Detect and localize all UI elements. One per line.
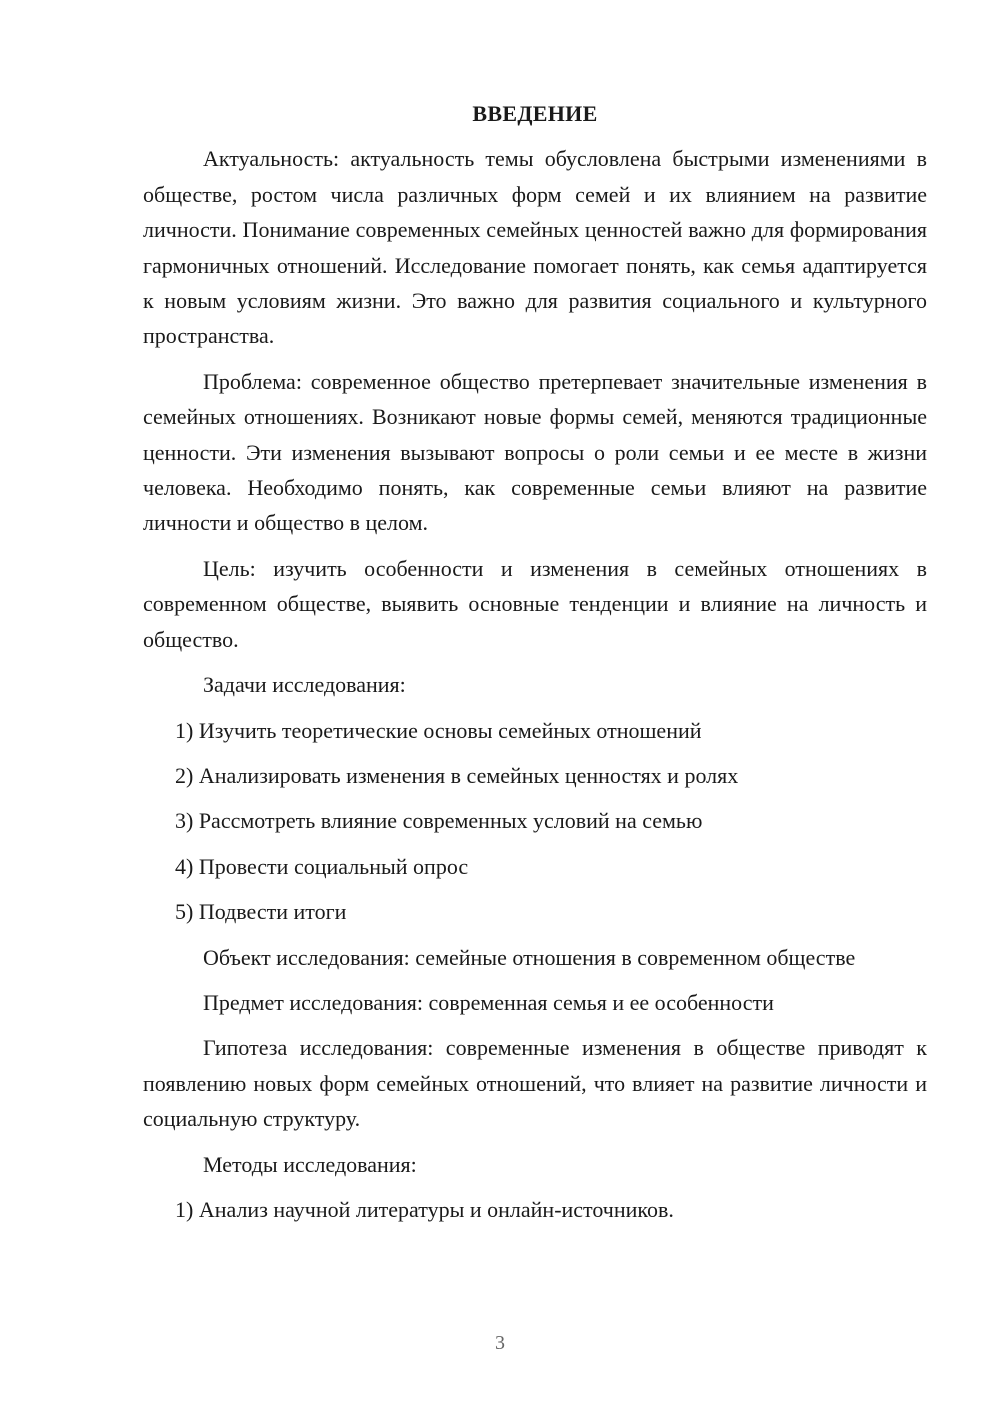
object-paragraph: Объект исследования: семейные отношения в современном обществе — [203, 944, 856, 970]
goal-paragraph: Цель: изучить особенности и изменения в семейных отношениях в современном обществе, выявить основные тенденции и влияние на личность и общество. — [143, 555, 927, 652]
section-title: ВВЕДЕНИЕ — [472, 101, 598, 126]
tasks-list — [143, 713, 927, 930]
methods-heading: Методы исследования: — [203, 1151, 417, 1177]
problem-paragraph: Проблема: современное общество претерпевает значительные изменения в семейных отношениях. Возникают новые формы семей, меняются традиционные ценности. Эти изменения вызывают вопросы о роли семьи и ее месте в жизни человека. Необходимо понять, как современные семьи влияют на развитие личности и общество в целом. — [143, 368, 927, 536]
list-item: 3) Рассмотреть влияние современных условий на семью — [175, 808, 703, 834]
list-item: 5) Подвести итоги — [175, 899, 347, 925]
relevance-paragraph: Актуальность: актуальность темы обусловлена быстрыми изменениями в обществе, ростом числа различных форм семей и их влиянием на развитие личности. Понимание современных семейных ценностей важно для формирования гармоничных отношений. Исследование помогает понять, как семья адаптируется к новым условиям жизни. Это важно для развития социального и культурного пространства. — [143, 146, 927, 349]
tasks-heading: Задачи исследования: — [203, 672, 406, 698]
methods-list — [143, 1192, 927, 1227]
page-number: 3 — [495, 1332, 505, 1354]
hypothesis-paragraph: Гипотеза исследования: современные изменения в обществе приводят к появлению новых форм семейных отношений, что влияет на развитие личности и социальную структуру. — [143, 1035, 927, 1132]
list-item: 2) Анализировать изменения в семейных ценностях и ролях — [175, 762, 739, 788]
subject-paragraph: Предмет исследования: современная семья и ее особенности — [203, 989, 774, 1015]
list-item: 4) Провести социальный опрос — [175, 853, 469, 879]
list-item: 1) Анализ научной литературы и онлайн-источников. — [175, 1196, 674, 1222]
document-page — [143, 96, 927, 1237]
list-item: 1) Изучить теоретические основы семейных отношений — [175, 717, 702, 743]
